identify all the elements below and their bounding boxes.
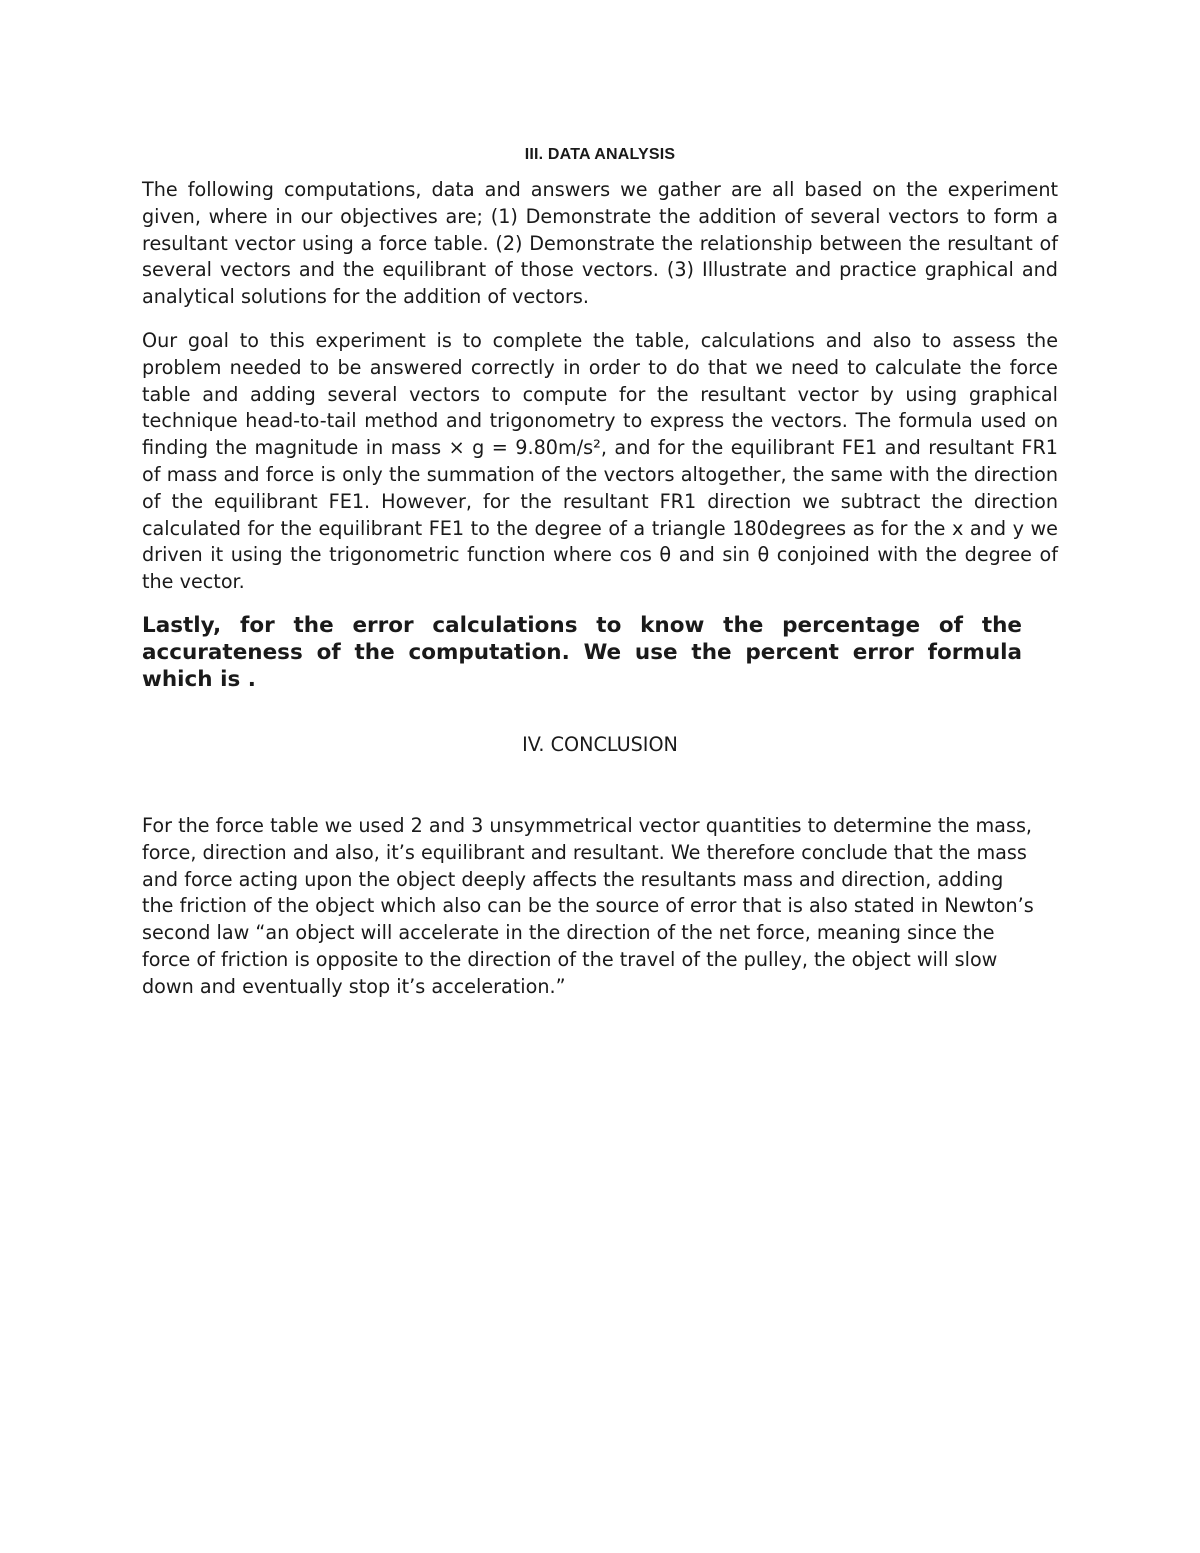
paragraph-objectives: The following computations, data and answers we gather are all based on the experiment given, where in our objectives are; (1) Demonstrate the addition of several vectors to form a resultant vector using a force table. (2) Demonstrate the relationship between the resultant of several vectors and the equilibrant of those vectors. (3) Illustrate and practice graphical and analytical solutions for the addition of vectors.: [142, 178, 1058, 309]
paragraph-error-calculation: Lastly, for the error calculations to know the percentage of the accurateness of the computation. We use the percent error formula which is .: [142, 612, 1022, 692]
section-heading-conclusion: IV. CONCLUSION: [522, 732, 678, 756]
paragraph-goal: Our goal to this experiment is to complete the table, calculations and also to assess the problem needed to be answered correctly in order to do that we need to calculate the force table and adding several vectors to compute for the resultant vector by using graphical technique head-to-tail method and trigonometry to express the vectors. The formula used on finding the magnitude in mass × g = 9.80m/s², and for the equilibrant FE1 and resultant FR1 of mass and force is only the summation of the vectors altogether, the same with the direction of the equilibrant FE1. However, for the resultant FR1 direction we subtract the direction calculated for the equilibrant FE1 to the degree of a triangle 180degrees as for the x and y we driven it using the trigonometric function where cos θ and sin θ conjoined with the degree of the vector.: [142, 328, 1058, 594]
section-heading-data-analysis: III. DATA ANALYSIS: [524, 146, 676, 163]
paragraph-conclusion: For the force table we used 2 and 3 unsymmetrical vector quantities to determine the mass, force, direction and also, it’s equilibrant and resultant. We therefore conclude that the mass and force acting upon the object deeply affects the resultants mass and direction, adding the friction of the object which also can be the source of error that is also stated in Newton’s second law “an object will accelerate in the direction of the net force, meaning since the force of friction is opposite to the direction of the travel of the pulley, the object will slow down and eventually stop it’s acceleration.”: [142, 813, 1034, 998]
